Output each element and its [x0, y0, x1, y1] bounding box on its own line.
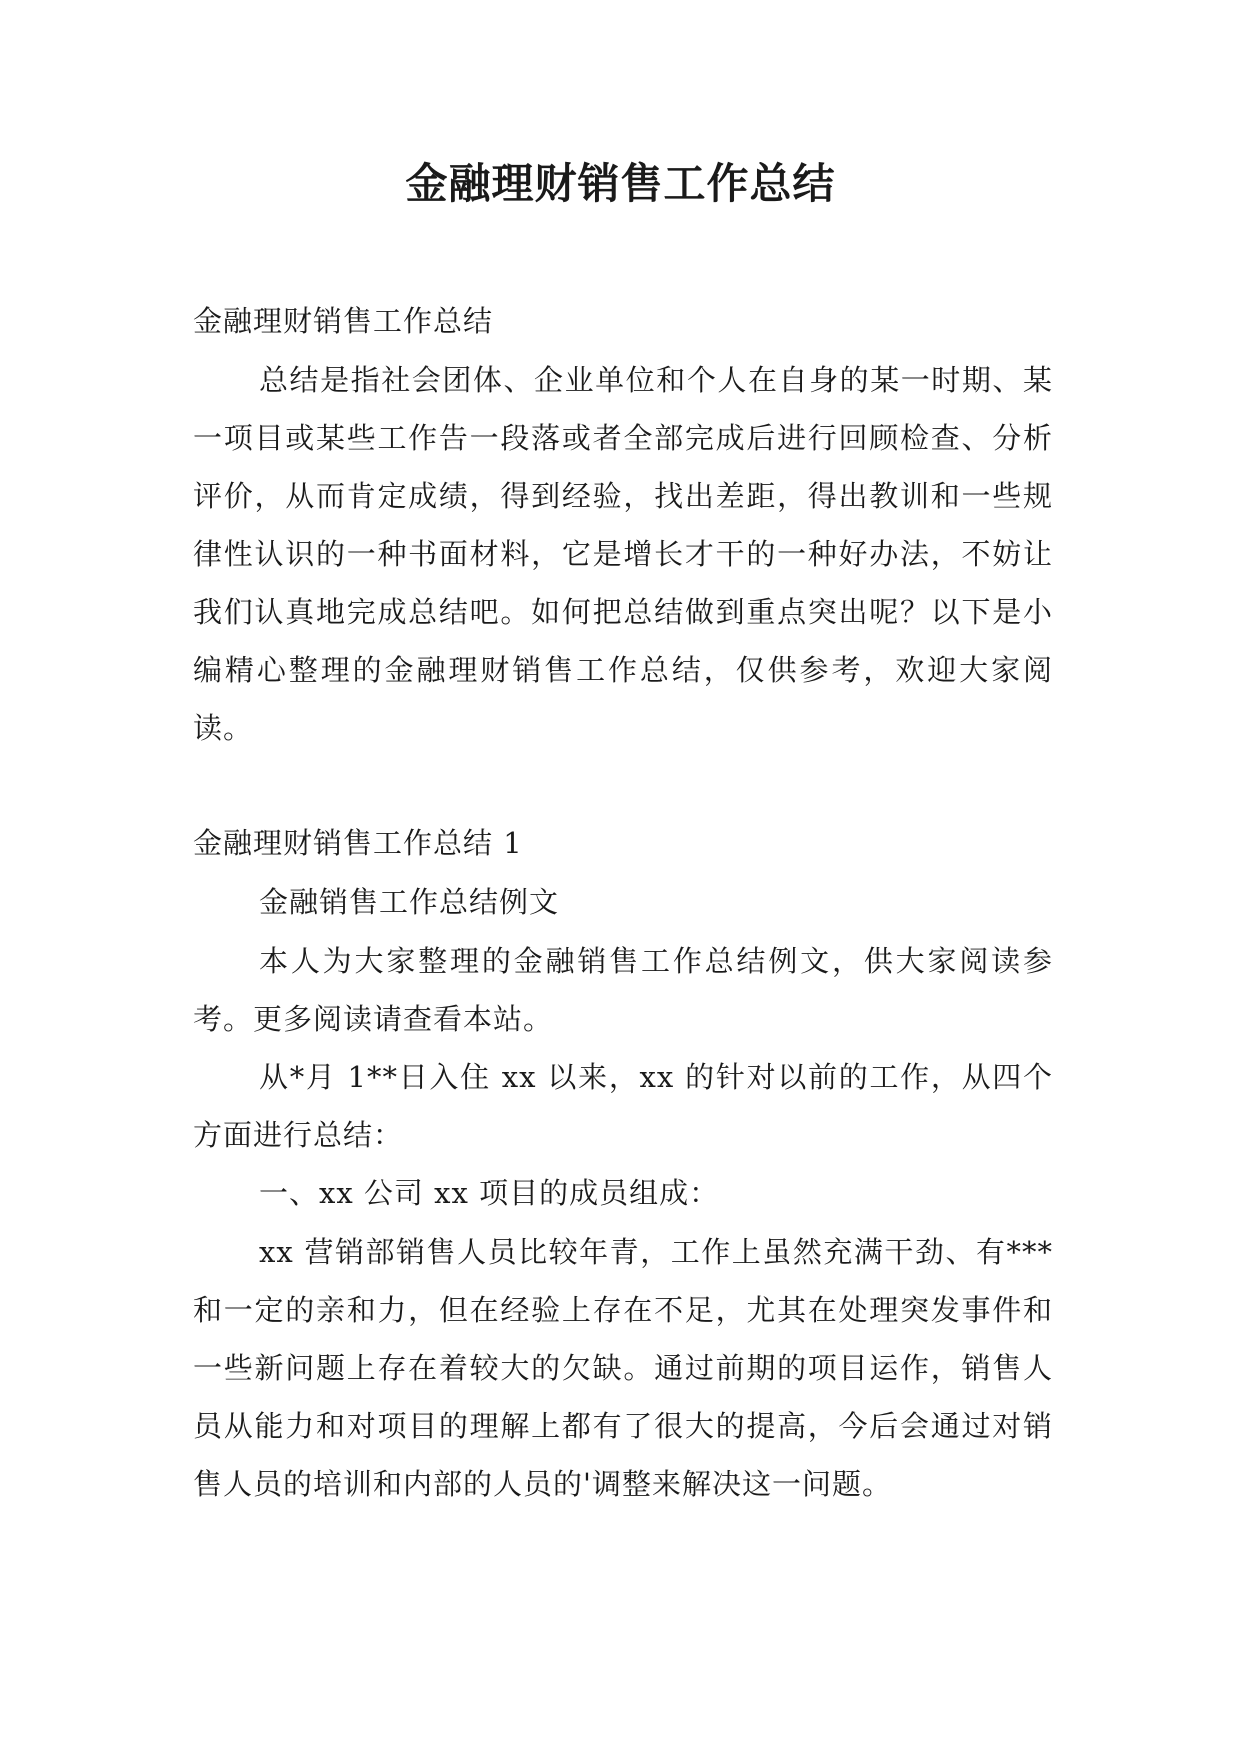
section-1-heading: 金融理财销售工作总结 1 — [193, 826, 523, 860]
document-title: 金融理财销售工作总结 — [405, 159, 836, 208]
example-intro-paragraph: 本人为大家整理的金融销售工作总结例文，供大家阅读参考。更多阅读请查看本站。 — [193, 944, 1053, 1036]
period-paragraph: 从*月 1**日入住 xx 以来，xx 的针对以前的工作，从四个方面进行总结： — [193, 1060, 1053, 1152]
point-one-paragraph: xx 营销部销售人员比较年青，工作上虽然充满干劲、有***和一定的亲和力，但在经验上存在不足，尤其在处理突发事件和一些新问题上存在着较大的欠缺。通过前期的项目运作，销售人员从能力和对项目的理解上都有了很大的提高，今后会通过对销售人员的培训和内部的人员的'调整来解决这一问题。 — [193, 1235, 1053, 1501]
point-one-heading: 一、xx 公司 xx 项目的成员组成： — [259, 1176, 720, 1210]
intro-paragraph: 总结是指社会团体、企业单位和个人在自身的某一时期、某一项目或某些工作告一段落或者全部完成后进行回顾检查、分析评价，从而肯定成绩，得到经验，找出差距，得出教训和一些规律性认识的一种书面材料，它是增长才干的一种好办法，不妨让我们认真地完成总结吧。如何把总结做到重点突出呢？以下是小编精心整理的金融理财销售工作总结，仅供参考，欢迎大家阅读。 — [193, 363, 1053, 745]
section-heading: 金融理财销售工作总结 — [193, 304, 494, 338]
example-title: 金融销售工作总结例文 — [259, 885, 560, 919]
